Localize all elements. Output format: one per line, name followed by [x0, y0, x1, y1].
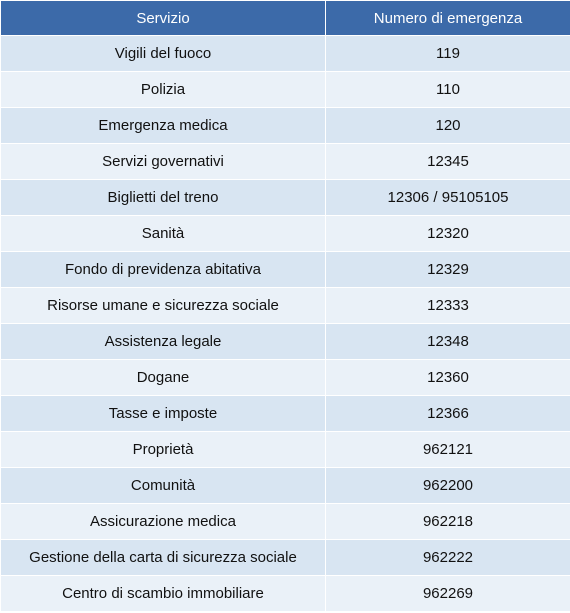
service-cell: Emergenza medica [1, 108, 326, 144]
service-cell: Assistenza legale [1, 324, 326, 360]
service-cell: Fondo di previdenza abitativa [1, 252, 326, 288]
service-cell: Servizi governativi [1, 144, 326, 180]
number-cell: 12366 [326, 396, 570, 432]
service-cell: Proprietà [1, 432, 326, 468]
column-header-number: Numero di emergenza [326, 1, 570, 36]
table-body [1, 36, 570, 612]
number-cell: 12320 [326, 216, 570, 252]
number-cell: 12345 [326, 144, 570, 180]
table-header [1, 1, 570, 36]
number-cell: 12348 [326, 324, 570, 360]
service-cell: Assicurazione medica [1, 504, 326, 540]
header-row [1, 1, 570, 36]
service-cell: Comunità [1, 468, 326, 504]
table-row [1, 108, 570, 144]
table-row [1, 504, 570, 540]
number-cell: 110 [326, 72, 570, 108]
number-cell: 962269 [326, 576, 570, 612]
table-row [1, 252, 570, 288]
table-row [1, 288, 570, 324]
table-row [1, 180, 570, 216]
table-row [1, 540, 570, 576]
service-cell: Gestione della carta di sicurezza sociale [1, 540, 326, 576]
table-row [1, 396, 570, 432]
table-row [1, 72, 570, 108]
number-cell: 12333 [326, 288, 570, 324]
service-cell: Dogane [1, 360, 326, 396]
service-cell: Tasse e imposte [1, 396, 326, 432]
number-cell: 962222 [326, 540, 570, 576]
number-cell: 962218 [326, 504, 570, 540]
number-cell: 12329 [326, 252, 570, 288]
table-row [1, 216, 570, 252]
number-cell: 962121 [326, 432, 570, 468]
table-row [1, 360, 570, 396]
table-row [1, 432, 570, 468]
service-cell: Vigili del fuoco [1, 36, 326, 72]
number-cell: 119 [326, 36, 570, 72]
table-row [1, 144, 570, 180]
service-cell: Risorse umane e sicurezza sociale [1, 288, 326, 324]
number-cell: 12306 / 95105105 [326, 180, 570, 216]
table-row [1, 576, 570, 612]
table-row [1, 468, 570, 504]
number-cell: 962200 [326, 468, 570, 504]
service-cell: Biglietti del treno [1, 180, 326, 216]
service-cell: Polizia [1, 72, 326, 108]
service-cell: Sanità [1, 216, 326, 252]
column-header-service: Servizio [1, 1, 326, 36]
service-cell: Centro di scambio immobiliare [1, 576, 326, 612]
table-row [1, 324, 570, 360]
number-cell: 120 [326, 108, 570, 144]
number-cell: 12360 [326, 360, 570, 396]
table-row [1, 36, 570, 72]
